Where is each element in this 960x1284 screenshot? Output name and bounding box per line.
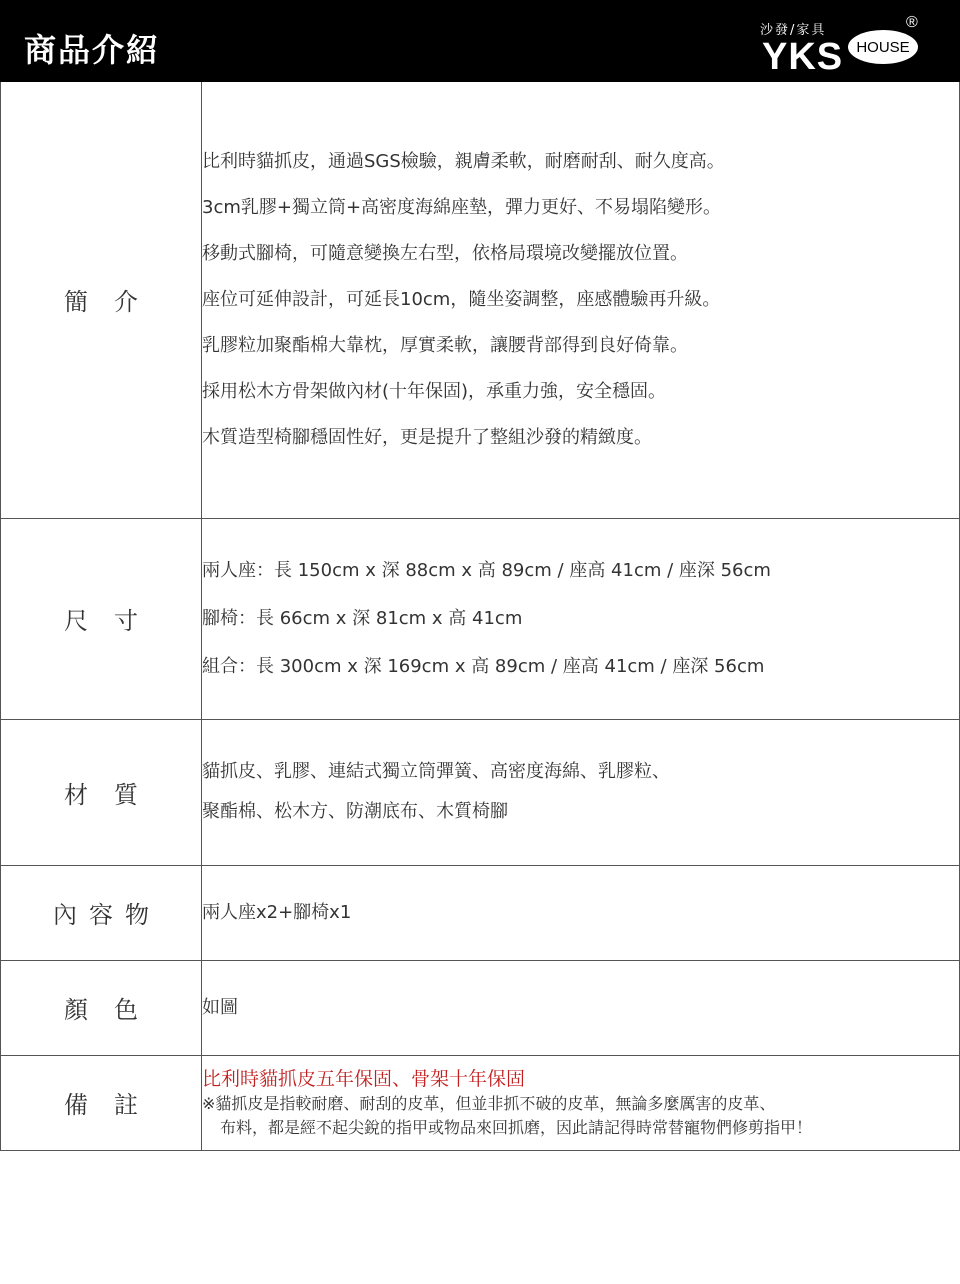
page-header	[0, 0, 960, 82]
intro-line: 座位可延伸設計，可延長10cm，隨坐姿調整，座感體驗再升級。	[202, 288, 721, 310]
label-cell-size	[1, 518, 202, 719]
size-line: 腳椅：長 66cm x 深 81cm x 高 41cm	[202, 607, 523, 629]
intro-line: 採用松木方骨架做內材(十年保固)，承重力強，安全穩固。	[202, 380, 667, 402]
intro-line: 3cm乳膠+獨立筒+高密度海綿座墊，彈力更好、不易塌陷變形。	[202, 196, 722, 218]
label-material: 材質	[64, 780, 164, 809]
logo-house-badge	[848, 30, 918, 64]
size-line: 兩人座：長 150cm x 深 88cm x 高 89cm / 座高 41cm / 座深 56cm	[202, 559, 771, 581]
contents-text: 兩人座x2+腳椅x1	[202, 901, 352, 923]
care-note-line: ※貓抓皮是指較耐磨、耐刮的皮革，但並非抓不破的皮革，無論多麼厲害的皮革、	[202, 1093, 776, 1113]
row-size	[1, 518, 960, 719]
label-cell-contents	[1, 865, 202, 960]
logo-wordmark: YKS	[762, 36, 844, 78]
label-cell-remarks	[1, 1055, 202, 1150]
page-title: 商品介紹	[24, 31, 161, 69]
label-cell-material	[1, 719, 202, 865]
spec-table	[0, 82, 960, 1151]
label-intro: 簡介	[64, 288, 164, 317]
logo-subtitle: 沙發/家具	[760, 23, 827, 38]
row-material	[1, 719, 960, 865]
intro-line: 木質造型椅腳穩固性好，更是提升了整組沙發的精緻度。	[202, 426, 652, 448]
content-intro	[202, 82, 960, 518]
label-color: 顏色	[64, 996, 164, 1024]
row-remarks	[1, 1055, 960, 1150]
brand-logo	[760, 14, 950, 76]
label-contents: 內容物	[53, 901, 161, 929]
color-text: 如圖	[202, 996, 238, 1018]
registered-mark: ®	[906, 14, 918, 31]
material-line: 聚酯棉、松木方、防潮底布、木質椅腳	[202, 801, 508, 822]
row-contents	[1, 865, 960, 960]
care-note-line: 布料，都是經不起尖銳的指甲或物品來回抓磨，因此請記得時常替寵物們修剪指甲！	[220, 1117, 813, 1137]
content-material	[202, 719, 960, 865]
material-line: 貓抓皮、乳膠、連結式獨立筒彈簧、高密度海綿、乳膠粒、	[202, 761, 670, 782]
row-intro	[1, 82, 960, 518]
content-size	[202, 518, 960, 719]
intro-line: 比利時貓抓皮，通過SGS檢驗，親膚柔軟，耐磨耐刮、耐久度高。	[202, 150, 725, 172]
content-color	[202, 960, 960, 1055]
label-cell-intro	[1, 82, 202, 518]
warranty-text: 比利時貓抓皮五年保固、骨架十年保固	[202, 1067, 526, 1090]
label-remarks: 備註	[64, 1091, 164, 1119]
intro-line: 乳膠粒加聚酯棉大靠枕，厚實柔軟，讓腰背部得到良好倚靠。	[202, 334, 688, 356]
row-color	[1, 960, 960, 1055]
label-cell-color	[1, 960, 202, 1055]
logo-house-text: HOUSE	[856, 38, 910, 56]
label-size: 尺寸	[64, 607, 164, 635]
content-contents	[202, 865, 960, 960]
content-remarks	[202, 1055, 960, 1150]
intro-line: 移動式腳椅，可隨意變換左右型，依格局環境改變擺放位置。	[202, 242, 688, 264]
size-line: 組合：長 300cm x 深 169cm x 高 89cm / 座高 41cm / 座深 56cm	[202, 655, 765, 677]
